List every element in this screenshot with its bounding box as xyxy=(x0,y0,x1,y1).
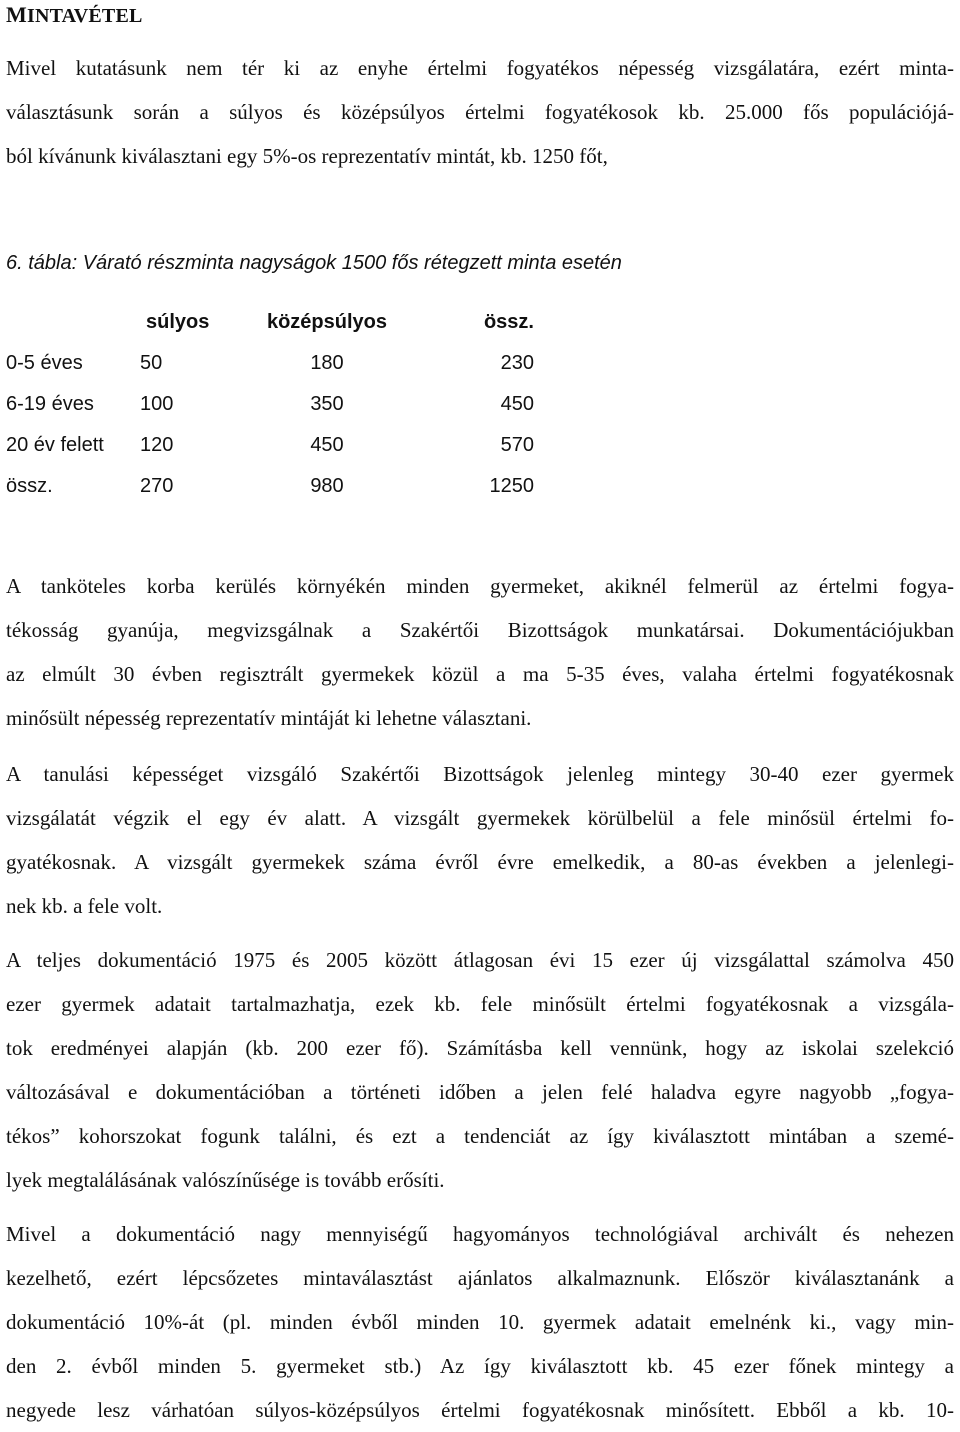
table-cell: 450 xyxy=(310,434,344,456)
table-cell: 350 xyxy=(310,393,344,415)
table-cell: 100 xyxy=(140,393,174,415)
text-line: ból kívánunk kiválasztani egy 5%-os reprezentatív mintát, kb. 1250 főt, xyxy=(6,144,608,168)
table-cell: 570 xyxy=(500,434,534,456)
table-cell: 980 xyxy=(310,475,344,497)
table-cell: 50 xyxy=(140,352,163,374)
body-paragraph-2 xyxy=(6,752,954,928)
column-header-kozepsulyos: középsúlyos xyxy=(266,311,388,333)
table-cell: 120 xyxy=(140,434,174,456)
section-heading xyxy=(6,2,143,28)
text-line: negyede lesz várhatóan súlyos-középsúlyos értelmi fogyatékosnak minősített. Ebből a kb. 10- xyxy=(6,1398,954,1422)
table-row xyxy=(6,384,534,425)
body-paragraph-4 xyxy=(6,1212,954,1432)
text-line: gyatékosnak. A vizsgált gyermekek száma évről évre emelkedik, a 80-as években a jelenlegi- xyxy=(6,850,954,874)
sample-size-table xyxy=(6,302,534,507)
table-row xyxy=(6,343,534,384)
text-line: Mivel a dokumentáció nagy mennyiségű hagyományos technológiával archivált és nehezen xyxy=(6,1222,954,1246)
text-line: A tanköteles korba kerülés környékén minden gyermeket, akiknél felmerül az értelmi fogya- xyxy=(6,574,954,598)
text-line: tok eredményei alapján (kb. 200 ezer fő). Számításba kell vennünk, hogy az iskolai szelekció xyxy=(6,1036,954,1060)
text-line: ezer gyermek adatait tartalmazhatja, ezek kb. fele minősült értelmi fogyatékosnak a vizsgála- xyxy=(6,992,954,1016)
text-line: minősült népesség reprezentatív mintáját ki lehetne választani. xyxy=(6,706,532,730)
row-label: 20 év felett xyxy=(6,434,104,456)
text-line: lyek megtalálásának valószínűsége is tovább erősíti. xyxy=(6,1168,445,1192)
section-heading-initial: M xyxy=(6,2,27,27)
text-line: den 2. évből minden 5. gyermeket stb.) Az így kiválasztott kb. 45 ezer főnek mintegy a xyxy=(6,1354,954,1378)
row-label: 6-19 éves xyxy=(6,393,94,415)
body-paragraph-1 xyxy=(6,564,954,740)
text-line: az elmúlt 30 évben regisztrált gyermekek közül a ma 5-35 éves, valaha értelmi fogyatékosnak xyxy=(6,662,954,686)
intro-paragraph xyxy=(6,46,954,178)
table-cell: 1250 xyxy=(489,475,534,497)
table-header-row xyxy=(6,302,534,343)
text-line: dokumentáció 10%-át (pl. minden évből minden 10. gyermek adatait emelnénk ki., vagy min- xyxy=(6,1310,954,1334)
section-heading-rest: INTAVÉTEL xyxy=(26,5,143,27)
text-line: vizsgálatát végzik el egy év alatt. A vizsgált gyermekek körülbelül a fele minősül értelmi fo- xyxy=(6,806,954,830)
table-cell: 270 xyxy=(140,475,174,497)
text-line: A teljes dokumentáció 1975 és 2005 között átlagosan évi 15 ezer új vizsgálattal számolva 450 xyxy=(6,948,954,972)
text-line: kezelhető, ezért lépcsőzetes mintaválasztást ajánlatos alkalmaznunk. Először kiválasztanánk a xyxy=(6,1266,954,1290)
table-cell: 450 xyxy=(500,393,534,415)
column-header-ossz: össz. xyxy=(483,311,534,333)
row-label: 0-5 éves xyxy=(6,352,83,374)
row-label: össz. xyxy=(6,475,53,497)
body-paragraph-3 xyxy=(6,938,954,1202)
text-line: Mivel kutatásunk nem tér ki az enyhe értelmi fogyatékos népesség vizsgálatára, ezért minta- xyxy=(6,56,954,80)
text-line: tékos” kohorszokat fogunk találni, és ezt a tendenciát az így kiválasztott mintában a szemé- xyxy=(6,1124,954,1148)
table-cell: 180 xyxy=(310,352,344,374)
column-header-empty xyxy=(6,302,128,343)
text-line: nek kb. a fele volt. xyxy=(6,894,163,918)
table-row xyxy=(6,425,534,466)
table-row-total xyxy=(6,466,534,507)
text-line: változásával e dokumentációban a történeti időben a jelen felé haladva egyre nagyobb „fogya- xyxy=(6,1080,954,1104)
table-caption: 6. tábla: Várató részminta nagyságok 1500 fős rétegzett minta esetén xyxy=(6,252,622,274)
text-line: A tanulási képességet vizsgáló Szakértői Bizottságok jelenleg mintegy 30-40 ezer gyermek xyxy=(6,762,954,786)
table-cell: 230 xyxy=(500,352,534,374)
text-line: tékosság gyanúja, megvizsgálnak a Szakértői Bizottságok munkatársai. Dokumentációjukban xyxy=(6,618,954,642)
column-header-sulyos: súlyos xyxy=(146,311,210,333)
text-line: választásunk során a súlyos és középsúlyos értelmi fogyatékosok kb. 25.000 fős populációjá- xyxy=(6,100,954,124)
